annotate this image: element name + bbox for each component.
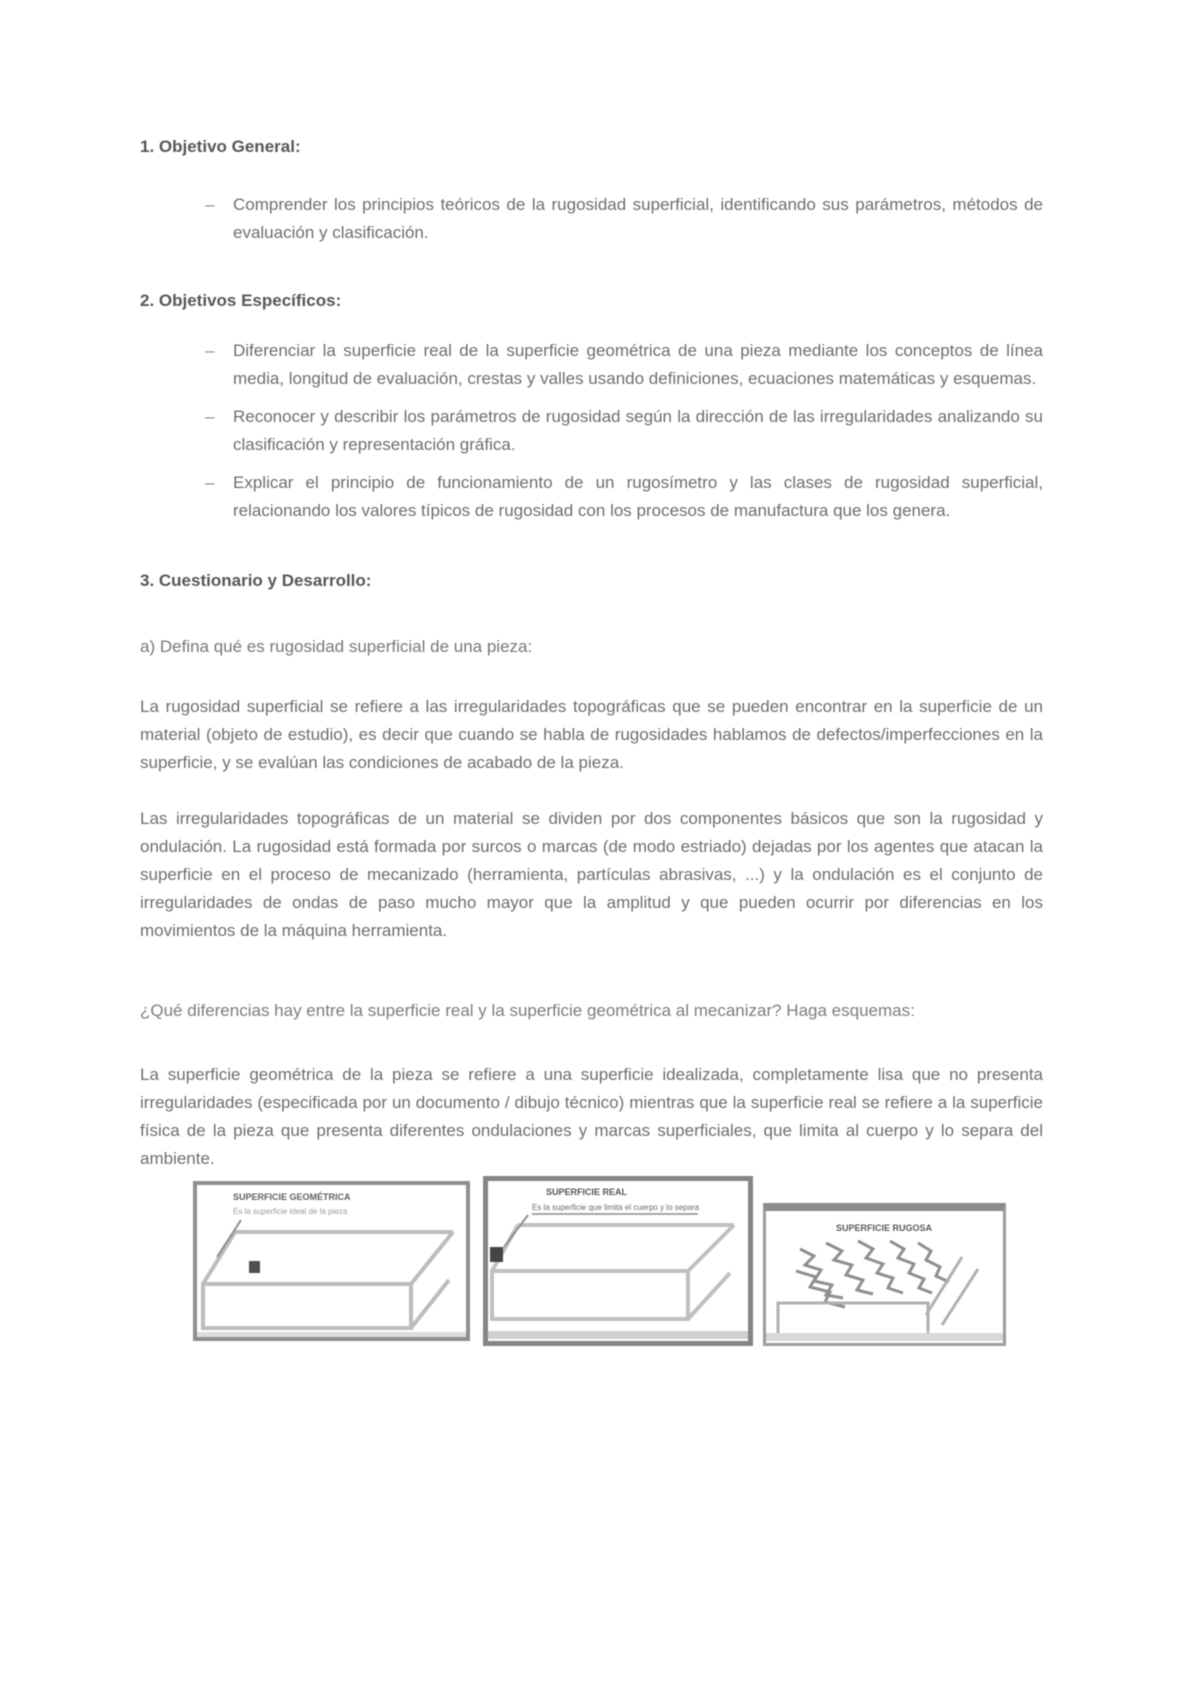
figures-row	[140, 1181, 1043, 1346]
figure-superficie-real	[483, 1176, 753, 1346]
figure-base-strip	[197, 1332, 466, 1337]
rough-surface-texture	[796, 1241, 949, 1307]
heading-objetivos-especificos: 2. Objetivos Específicos:	[140, 291, 342, 310]
answer-a-paragraph-2: Las irregularidades topográficas de un material se dividen por dos componentes básicos que son la rugosidad y ondulación. La rugosidad está formada por surcos o marcas (de modo estriado) dejadas por los agentes que atacan la superficie en el proceso de mecanizado (herramienta, partículas abrasivas, ...) y la ondulación es el conjunto de irregularidades de ondas de paso mucho mayor que la amplitud y que pueden ocurrir por diferencias en los movimientos de la máquina herramienta.	[140, 809, 1043, 940]
list-item: – Comprender los principios teóricos de la rugosidad superficial, identificando sus parámetros, métodos de evaluación y clasificación.	[140, 191, 1043, 247]
arrowhead-mark	[249, 1261, 260, 1273]
superficie-geometrica-diagram	[197, 1185, 466, 1337]
figure-caption: Es la superficie que limita el cuerpo y lo separa	[532, 1203, 700, 1212]
figure-title: SUPERFICIE REAL	[546, 1187, 628, 1197]
figure-superficie-rugosa	[763, 1203, 1006, 1346]
document-content	[140, 133, 1043, 1346]
arrowhead-mark	[490, 1247, 503, 1262]
answer-a-paragraph-1: La rugosidad superficial se refiere a las irregularidades topográficas que se pueden encontrar en la superficie de un material (objeto de estudio), es decir que cuando se habla de rugosidades hablamos de defectos/imperfecciones en la superficie, y se evalúan las condiciones de acabado de la pieza.	[140, 697, 1043, 772]
question-a: a) Defina qué es rugosidad superficial de una pieza:	[140, 637, 533, 656]
list-item: – Diferenciar la superficie real de la superficie geométrica de una pieza mediante los conceptos de línea media, longitud de evaluación, crestas y valles usando definiciones, ecuaciones matemáticas y esquemas.	[140, 337, 1043, 393]
question-b: ¿Qué diferencias hay entre la superficie real y la superficie geométrica al mecanizar? Haga esquemas:	[140, 1001, 915, 1020]
objetivo-general-list	[140, 191, 1043, 247]
objetivos-especificos-list	[140, 337, 1043, 525]
list-item: – Explicar el principio de funcionamiento de un rugosímetro y las clases de rugosidad superficial, relacionando los valores típicos de rugosidad con los procesos de manufactura que los genera.	[140, 469, 1043, 525]
figure-caption: Es la superficie ideal de la pieza	[233, 1207, 348, 1216]
label-arrow	[217, 1220, 241, 1257]
superficie-rugosa-diagram	[766, 1211, 1003, 1343]
label-arrow	[504, 1215, 528, 1247]
figure-base-strip	[766, 1333, 1003, 1341]
heading-cuestionario: 3. Cuestionario y Desarrollo:	[140, 571, 372, 590]
answer-b-paragraph: La superficie geométrica de la pieza se refiere a una superficie idealizada, completamente lisa que no presenta irregularidades (especificada por un documento / dibujo técnico) mientras que la superficie real se refiere a la superficie física de la pieza que presenta diferentes ondulaciones y marcas superficiales, que limita al cuerpo y lo separa del ambiente.	[140, 1065, 1043, 1168]
figure-title: SUPERFICIE RUGOSA	[835, 1223, 933, 1233]
superficie-real-diagram	[488, 1181, 748, 1341]
figure-superficie-geometrica	[193, 1181, 470, 1341]
heading-objetivo-general: 1. Objetivo General:	[140, 137, 301, 156]
figure-title: SUPERFICIE GEOMÉTRICA	[233, 1192, 351, 1202]
list-item: – Reconocer y describir los parámetros de rugosidad según la dirección de las irregularidades analizando su clasificación y representación gráfica.	[140, 403, 1043, 459]
figure-base-strip	[488, 1331, 748, 1339]
